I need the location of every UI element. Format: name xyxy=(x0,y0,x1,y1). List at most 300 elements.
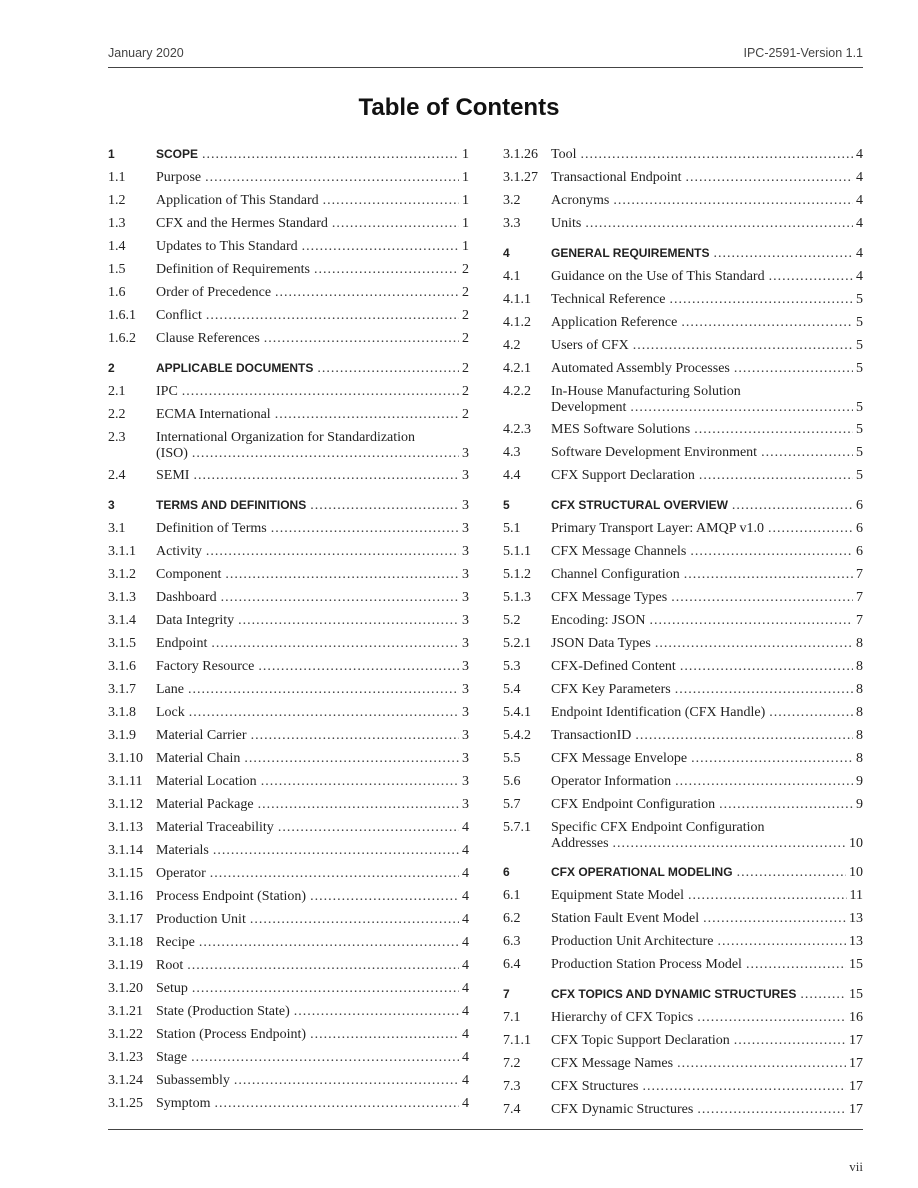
toc-entry[interactable] xyxy=(108,327,469,350)
dot-leader xyxy=(199,931,459,954)
dot-leader xyxy=(681,311,853,334)
toc-entry-number: 3.1.22 xyxy=(108,1027,143,1042)
dot-leader xyxy=(585,212,853,235)
toc-entry[interactable] xyxy=(503,189,863,212)
toc-entry[interactable] xyxy=(503,816,863,854)
toc-entry[interactable] xyxy=(503,143,863,166)
toc-entry-number: 3.1.1 xyxy=(108,544,136,559)
toc-entry-number: 2.4 xyxy=(108,468,126,483)
toc-entry[interactable] xyxy=(503,540,863,563)
toc-entry-page: 17 xyxy=(849,1033,863,1048)
toc-entry-number: 2 xyxy=(108,361,115,375)
toc-entry-number: 2.2 xyxy=(108,407,126,422)
dot-leader xyxy=(699,464,853,487)
toc-entry-page: 3 xyxy=(462,590,469,605)
toc-entry[interactable] xyxy=(503,907,863,930)
toc-entry-title: Automated Assembly Processes xyxy=(551,361,730,376)
toc-entry[interactable] xyxy=(108,380,469,403)
toc-entry-page: 1 xyxy=(462,239,469,254)
toc-entry-page: 4 xyxy=(856,216,863,231)
toc-entry[interactable] xyxy=(108,403,469,426)
toc-entry[interactable] xyxy=(108,954,469,977)
toc-entry-title: Dashboard xyxy=(156,590,217,605)
toc-entry-number: 3.1.15 xyxy=(108,866,143,881)
dot-leader xyxy=(768,517,853,540)
toc-entry-page: 5 xyxy=(856,445,863,460)
toc-entry[interactable] xyxy=(108,517,469,540)
toc-entry[interactable] xyxy=(503,747,863,770)
toc-entry-page: 7 xyxy=(856,590,863,605)
toc-section-entry[interactable] xyxy=(108,357,469,380)
toc-entry-title: CFX Message Channels xyxy=(551,544,687,559)
dot-leader xyxy=(761,441,853,464)
dot-leader xyxy=(737,861,846,884)
toc-entry-number: 1.2 xyxy=(108,193,126,208)
toc-entry-title: State (Production State) xyxy=(156,1004,290,1019)
toc-entry-title: CFX STRUCTURAL OVERVIEW xyxy=(551,498,728,512)
toc-entry[interactable] xyxy=(108,724,469,747)
toc-entry[interactable] xyxy=(108,540,469,563)
toc-entry[interactable] xyxy=(108,212,469,235)
toc-entry[interactable] xyxy=(503,953,863,976)
toc-entry-title: Definition of Terms xyxy=(156,521,267,536)
toc-entry-title: Application Reference xyxy=(551,315,678,330)
toc-entry-title: CFX TOPICS AND DYNAMIC STRUCTURES xyxy=(551,987,797,1001)
dot-leader xyxy=(317,357,459,380)
toc-entry-page: 4 xyxy=(856,193,863,208)
toc-entry-number: 7 xyxy=(503,987,510,1001)
toc-entry-number: 2.1 xyxy=(108,384,126,399)
toc-entry-number: 1.1 xyxy=(108,170,126,185)
dot-leader xyxy=(182,380,459,403)
toc-entry-number: 4.1.2 xyxy=(503,315,531,330)
toc-entry-number: 5.3 xyxy=(503,659,521,674)
toc-entry-page: 2 xyxy=(462,384,469,399)
toc-entry[interactable] xyxy=(108,281,469,304)
toc-entry-page: 4 xyxy=(856,147,863,162)
toc-entry-page: 8 xyxy=(856,636,863,651)
toc-entry-number: 5.1.2 xyxy=(503,567,531,582)
toc-entry-page: 2 xyxy=(462,308,469,323)
toc-entry-number: 3.1.23 xyxy=(108,1050,143,1065)
toc-entry-page: 7 xyxy=(856,567,863,582)
dot-leader xyxy=(613,189,853,212)
toc-entry-number: 4.2 xyxy=(503,338,521,353)
toc-entry-title: International Organization for Standardization xyxy=(156,430,416,445)
toc-entry[interactable] xyxy=(108,632,469,655)
toc-entry-title: CFX OPERATIONAL MODELING xyxy=(551,865,733,879)
dot-leader xyxy=(234,1069,459,1092)
toc-entry-number: 7.1 xyxy=(503,1010,521,1025)
toc-entry[interactable] xyxy=(503,609,863,632)
dot-leader xyxy=(225,563,459,586)
toc-entry-page: 13 xyxy=(849,934,863,949)
dot-leader xyxy=(677,1052,846,1075)
toc-section-entry[interactable] xyxy=(108,494,469,517)
dot-leader xyxy=(671,586,853,609)
toc-entry[interactable] xyxy=(108,563,469,586)
toc-entry-title: Purpose xyxy=(156,170,202,185)
toc-entry[interactable] xyxy=(503,563,863,586)
dot-leader xyxy=(310,1023,459,1046)
dot-leader xyxy=(635,724,853,747)
toc-entry[interactable] xyxy=(503,212,863,235)
toc-entry-page: 3 xyxy=(462,774,469,789)
toc-entry-title: Production Station Process Model xyxy=(551,957,742,972)
toc-entry[interactable] xyxy=(108,977,469,1000)
toc-entry-title: Data Integrity xyxy=(156,613,235,628)
toc-entry[interactable] xyxy=(503,586,863,609)
toc-entry-number: 4.1.1 xyxy=(503,292,531,307)
toc-entry-title: MES Software Solutions xyxy=(551,422,691,437)
dot-leader xyxy=(769,265,853,288)
toc-entry[interactable] xyxy=(503,655,863,678)
toc-entry-number: 4.2.3 xyxy=(503,422,531,437)
dot-leader xyxy=(613,836,846,852)
toc-entry-number: 5.4.2 xyxy=(503,728,531,743)
toc-entry[interactable] xyxy=(503,517,863,540)
toc-entry[interactable] xyxy=(108,931,469,954)
dot-leader xyxy=(580,143,853,166)
toc-entry-title: Hierarchy of CFX Topics xyxy=(551,1010,694,1025)
toc-entry[interactable] xyxy=(503,357,863,380)
header-date: January 2020 xyxy=(108,46,184,60)
toc-entry-title: Users of CFX xyxy=(551,338,629,353)
toc-entry[interactable] xyxy=(108,426,469,464)
toc-entry-title: Material Traceability xyxy=(156,820,274,835)
dot-leader xyxy=(191,1046,459,1069)
toc-entry-number: 3.1.19 xyxy=(108,958,143,973)
toc-entry[interactable] xyxy=(108,166,469,189)
toc-entry-page: 6 xyxy=(856,521,863,536)
toc-entry-number: 4 xyxy=(503,246,510,260)
toc-entry-page: 5 xyxy=(856,338,863,353)
toc-entry[interactable] xyxy=(503,793,863,816)
toc-entry-page: 13 xyxy=(849,911,863,926)
toc-entry-page: 4 xyxy=(462,912,469,927)
toc-entry-title: CFX Structures xyxy=(551,1079,639,1094)
toc-entry-page: 3 xyxy=(462,728,469,743)
toc-entry-number: 3.1.5 xyxy=(108,636,136,651)
toc-entry-page: 6 xyxy=(856,544,863,559)
toc-section-entry[interactable] xyxy=(108,143,469,166)
toc-entry[interactable] xyxy=(503,311,863,334)
toc-entry-title: CFX Topic Support Declaration xyxy=(551,1033,730,1048)
toc-entry-number: 5.4 xyxy=(503,682,521,697)
toc-entry-number: 6.2 xyxy=(503,911,521,926)
toc-entry-number: 3.1.3 xyxy=(108,590,136,605)
toc-entry-page: 1 xyxy=(462,216,469,231)
toc-entry-title: Technical Reference xyxy=(551,292,666,307)
toc-entry-number: 5.6 xyxy=(503,774,521,789)
toc-entry-page: 5 xyxy=(856,468,863,483)
dot-leader xyxy=(680,655,853,678)
dot-leader xyxy=(258,655,459,678)
dot-leader xyxy=(690,540,853,563)
toc-entry-number: 3.1.7 xyxy=(108,682,136,697)
dot-leader xyxy=(310,494,459,517)
toc-entry-title: Component xyxy=(156,567,222,582)
toc-entry-page: 3 xyxy=(462,682,469,697)
toc-entry[interactable] xyxy=(503,418,863,441)
toc-entry-page: 2 xyxy=(462,262,469,277)
dot-leader xyxy=(669,288,853,311)
toc-entry-number: 3.1.9 xyxy=(108,728,136,743)
toc-entry-title: Encoding: JSON xyxy=(551,613,646,628)
toc-entry-number: 2.3 xyxy=(108,430,126,445)
toc-entry-page: 5 xyxy=(856,361,863,376)
toc-entry[interactable] xyxy=(503,1029,863,1052)
toc-section-entry[interactable] xyxy=(503,861,863,884)
toc-entry[interactable] xyxy=(503,884,863,907)
toc-entry-number: 5.1.3 xyxy=(503,590,531,605)
toc-entry-page: 3 xyxy=(462,468,469,483)
toc-entry[interactable] xyxy=(108,747,469,770)
dot-leader xyxy=(189,701,459,724)
toc-entry-title: Endpoint xyxy=(156,636,208,651)
toc-entry-page: 4 xyxy=(856,269,863,284)
toc-entry[interactable] xyxy=(108,1069,469,1092)
toc-entry-title: Equipment State Model xyxy=(551,888,684,903)
toc-entry[interactable] xyxy=(503,1006,863,1029)
toc-entry-title: Lane xyxy=(156,682,184,697)
toc-entry-number: 3.1.27 xyxy=(503,170,538,185)
toc-entry-page: 10 xyxy=(849,836,863,851)
header-rule xyxy=(108,67,863,68)
toc-entry[interactable] xyxy=(108,258,469,281)
toc-entry-page: 4 xyxy=(462,981,469,996)
toc-entry[interactable] xyxy=(108,235,469,258)
toc-entry[interactable] xyxy=(503,632,863,655)
toc-entry-title: Guidance on the Use of This Standard xyxy=(551,269,765,284)
toc-entry-number: 3.2 xyxy=(503,193,521,208)
page-number: vii xyxy=(849,1159,863,1174)
toc-entry[interactable] xyxy=(108,908,469,931)
dot-leader xyxy=(187,954,459,977)
toc-entry-page: 4 xyxy=(462,820,469,835)
toc-entry-page: 9 xyxy=(856,797,863,812)
dot-leader xyxy=(294,1000,459,1023)
dot-leader xyxy=(188,678,459,701)
dot-leader xyxy=(746,953,846,976)
toc-entry[interactable] xyxy=(108,678,469,701)
toc-entry-number: 3.1.6 xyxy=(108,659,136,674)
toc-entry-title: Station Fault Event Model xyxy=(551,911,700,926)
toc-entry-number: 3.1.24 xyxy=(108,1073,143,1088)
toc-entry-number: 3.1.10 xyxy=(108,751,143,766)
toc-entry[interactable] xyxy=(108,586,469,609)
toc-entry-page: 4 xyxy=(462,1050,469,1065)
toc-entry-page: 3 xyxy=(462,567,469,582)
toc-entry-number: 6.3 xyxy=(503,934,521,949)
toc-entry-number: 5.1.1 xyxy=(503,544,531,559)
toc-entry-page: 3 xyxy=(462,544,469,559)
toc-entry[interactable] xyxy=(503,701,863,724)
dot-leader xyxy=(250,908,459,931)
toc-entry-title: APPLICABLE DOCUMENTS xyxy=(156,361,314,375)
toc-entry-page: 5 xyxy=(856,422,863,437)
toc-entry[interactable] xyxy=(503,166,863,189)
toc-entry-page: 8 xyxy=(856,659,863,674)
dot-leader xyxy=(332,212,459,235)
dot-leader xyxy=(210,862,459,885)
dot-leader xyxy=(192,446,459,462)
toc-entry-title: Station (Process Endpoint) xyxy=(156,1027,307,1042)
toc-entry-number: 1.6.2 xyxy=(108,331,136,346)
toc-entry-title: Process Endpoint (Station) xyxy=(156,889,307,904)
toc-entry[interactable] xyxy=(503,930,863,953)
toc-entry-page: 11 xyxy=(849,888,863,903)
toc-entry-page: 10 xyxy=(849,865,863,880)
toc-entry-page: 3 xyxy=(462,636,469,651)
toc-entry-number: 3.1.18 xyxy=(108,935,143,950)
dot-leader xyxy=(650,609,854,632)
toc-entry[interactable] xyxy=(503,724,863,747)
dot-leader xyxy=(675,770,853,793)
toc-entry-number: 4.2.1 xyxy=(503,361,531,376)
toc-entry-number: 1.4 xyxy=(108,239,126,254)
dot-leader xyxy=(697,1006,846,1029)
dot-leader xyxy=(734,1029,846,1052)
toc-entry[interactable] xyxy=(503,441,863,464)
toc-entry-number: 3.1.2 xyxy=(108,567,136,582)
toc-entry[interactable] xyxy=(503,678,863,701)
toc-entry[interactable] xyxy=(108,793,469,816)
toc-entry-title: Factory Resource xyxy=(156,659,255,674)
toc-entry-number: 1.6.1 xyxy=(108,308,136,323)
dot-leader xyxy=(732,494,853,517)
dot-leader xyxy=(205,166,459,189)
toc-entry-number: 3.1.20 xyxy=(108,981,143,996)
toc-entry-page: 3 xyxy=(462,498,469,513)
toc-entry-number: 3.1.21 xyxy=(108,1004,143,1019)
dot-leader xyxy=(655,632,853,655)
toc-entry-number: 3.1.13 xyxy=(108,820,143,835)
toc-entry[interactable] xyxy=(108,189,469,212)
dot-leader xyxy=(278,816,459,839)
toc-entry[interactable] xyxy=(503,1098,863,1121)
toc-entry-page: 5 xyxy=(856,400,863,415)
toc-entry-title: Materials xyxy=(156,843,209,858)
toc-entry-title: Material Package xyxy=(156,797,254,812)
dot-leader xyxy=(691,747,853,770)
toc-entry-page: 2 xyxy=(462,331,469,346)
dot-leader xyxy=(675,678,853,701)
toc-entry[interactable] xyxy=(503,334,863,357)
footer-rule xyxy=(108,1129,863,1130)
toc-entry[interactable] xyxy=(503,1052,863,1075)
toc-entry-page: 8 xyxy=(856,705,863,720)
toc-entry-title: Updates to This Standard xyxy=(156,239,298,254)
toc-entry-title: Primary Transport Layer: AMQP v1.0 xyxy=(551,521,764,536)
toc-entry-page: 17 xyxy=(849,1102,863,1117)
toc-entry[interactable] xyxy=(108,1000,469,1023)
toc-entry-title: Setup xyxy=(156,981,188,996)
toc-entry-number: 1 xyxy=(108,147,115,161)
dot-leader xyxy=(800,983,846,1006)
toc-entry-page: 15 xyxy=(849,957,863,972)
toc-entry[interactable] xyxy=(108,609,469,632)
dot-leader xyxy=(630,400,853,416)
toc-entry[interactable] xyxy=(108,1092,469,1115)
toc-entry-title: Endpoint Identification (CFX Handle) xyxy=(551,705,766,720)
toc-entry-page: 1 xyxy=(462,147,469,162)
toc-entry-title: Order of Precedence xyxy=(156,285,272,300)
toc-entry-title: Channel Configuration xyxy=(551,567,680,582)
toc-entry-title: CFX and the Hermes Standard xyxy=(156,216,328,231)
toc-entry[interactable] xyxy=(503,288,863,311)
toc-entry[interactable] xyxy=(503,770,863,793)
dot-leader xyxy=(206,304,459,327)
toc-entry[interactable] xyxy=(503,380,863,418)
dot-leader xyxy=(258,793,459,816)
toc-entry-title: IPC xyxy=(156,384,178,399)
toc-entry-title: CFX Endpoint Configuration xyxy=(551,797,716,812)
toc-entry[interactable] xyxy=(108,304,469,327)
toc-entry-title: Stage xyxy=(156,1050,188,1065)
toc-entry[interactable] xyxy=(108,885,469,908)
toc-entry-page: 3 xyxy=(462,521,469,536)
toc-entry-number: 3.1.14 xyxy=(108,843,143,858)
toc-entry[interactable] xyxy=(503,464,863,487)
toc-entry-number: 4.4 xyxy=(503,468,521,483)
toc-entry[interactable] xyxy=(108,862,469,885)
toc-entry-page: 17 xyxy=(849,1079,863,1094)
toc-entry-title: Software Development Environment xyxy=(551,445,758,460)
toc-entry-title: In-House Manufacturing Solution xyxy=(551,384,741,399)
toc-section-entry[interactable] xyxy=(503,242,863,265)
toc-entry-title: CFX Key Parameters xyxy=(551,682,671,697)
dot-leader xyxy=(271,517,459,540)
toc-entry-title: CFX-Defined Content xyxy=(551,659,676,674)
toc-entry-title: SCOPE xyxy=(156,147,199,161)
toc-entry-title-continued: (ISO) xyxy=(156,446,188,461)
dot-leader xyxy=(694,418,853,441)
toc-entry-page: 4 xyxy=(462,1004,469,1019)
toc-section-entry[interactable] xyxy=(503,983,863,1006)
toc-entry[interactable] xyxy=(108,1023,469,1046)
toc-entry-number: 5.2 xyxy=(503,613,521,628)
toc-entry[interactable] xyxy=(503,265,863,288)
dot-leader xyxy=(302,235,459,258)
toc-entry[interactable] xyxy=(108,655,469,678)
toc-entry-title: ECMA International xyxy=(156,407,271,422)
toc-entry[interactable] xyxy=(108,839,469,862)
toc-entry-title: Root xyxy=(156,958,184,973)
toc-entry-page: 1 xyxy=(462,193,469,208)
toc-entry-title-continued: Development xyxy=(551,400,627,415)
toc-entry[interactable] xyxy=(108,816,469,839)
toc-entry[interactable] xyxy=(108,701,469,724)
toc-entry-page: 4 xyxy=(462,866,469,881)
toc-entry-title: Material Carrier xyxy=(156,728,247,743)
dot-leader xyxy=(244,747,459,770)
toc-entry-title: Operator Information xyxy=(551,774,672,789)
toc-entry-page: 9 xyxy=(856,774,863,789)
toc-entry-title: Subassembly xyxy=(156,1073,230,1088)
toc-entry[interactable] xyxy=(108,464,469,487)
toc-entry[interactable] xyxy=(503,1075,863,1098)
toc-entry-number: 6 xyxy=(503,865,510,879)
toc-entry-number: 3.1.4 xyxy=(108,613,136,628)
toc-entry-title: CFX Dynamic Structures xyxy=(551,1102,694,1117)
toc-entry[interactable] xyxy=(108,1046,469,1069)
dot-leader xyxy=(769,701,853,724)
toc-entry[interactable] xyxy=(108,770,469,793)
page-title: Table of Contents xyxy=(358,94,560,121)
toc-section-entry[interactable] xyxy=(503,494,863,517)
toc-entry-page: 5 xyxy=(856,292,863,307)
